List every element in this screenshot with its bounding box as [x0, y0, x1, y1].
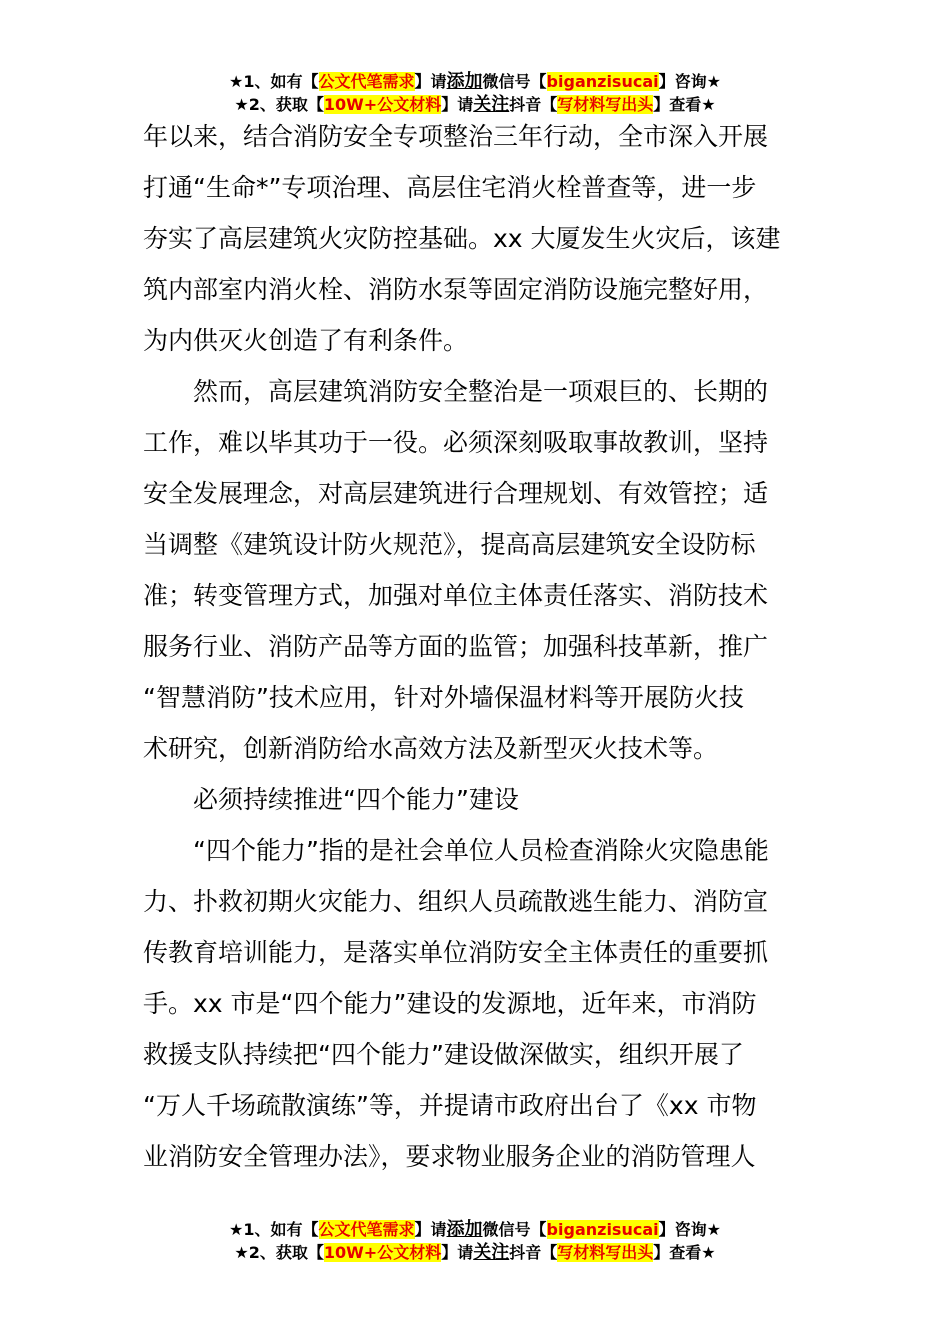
body-line: 术研究，创新消防给水高效方法及新型灭火技术等。 — [143, 734, 719, 763]
body-line: “智慧消防”技术应用，针对外墙保温材料等开展防火技 — [143, 683, 744, 712]
body-line: 业消防安全管理办法》，要求物业服务企业的消防管理人 — [143, 1142, 756, 1171]
header-banner — [0, 70, 950, 116]
banner-line-1 — [0, 70, 950, 93]
banner-text: 抖音【 — [509, 95, 558, 114]
paragraph-start-line: 然而，高层建筑消防安全整治是一项艰巨的、长期的 — [193, 377, 769, 406]
body-line: 安全发展理念，对高层建筑进行合理规划、有效管控；适 — [143, 479, 769, 508]
banner-highlight: 10W+公文材料 — [323, 95, 442, 114]
body-line: 救援支队持续把“四个能力”建设做深做实，组织开展了 — [143, 1040, 744, 1069]
banner-underline: 关注 — [473, 1242, 510, 1263]
banner-underline: 添加 — [446, 1219, 483, 1240]
body-line: 夯实了高层建筑火灾防控基础。xx 大厦发生火灾后，该建 — [143, 224, 781, 253]
body-line: 年以来，结合消防安全专项整治三年行动，全市深入开展 — [143, 122, 769, 151]
banner-text: 抖音【 — [509, 1243, 558, 1262]
paragraph-start-line: “四个能力”指的是社会单位人员检查消除火灾隐患能 — [193, 836, 769, 865]
banner-line-1 — [0, 1218, 950, 1241]
banner-highlight: 公文代笔需求 — [318, 72, 415, 91]
banner-text: 】查看★ — [653, 95, 716, 114]
banner-highlight: 写材料写出头 — [557, 95, 654, 114]
banner-text: 】查看★ — [653, 1243, 716, 1262]
banner-text: 】请 — [441, 95, 474, 114]
banner-text: 】咨询★ — [658, 72, 721, 91]
body-line: 打通“生命*”专项治理、高层住宅消火栓普查等，进一步 — [143, 173, 757, 202]
banner-highlight: 10W+公文材料 — [323, 1243, 442, 1262]
body-line: 筑内部室内消火栓、消防水泵等固定消防设施完整好用， — [143, 275, 769, 304]
banner-text: 微信号【 — [482, 1220, 547, 1239]
document-body — [143, 111, 808, 1182]
banner-text: ★1、如有【 — [229, 72, 319, 91]
body-line: 准；转变管理方式，加强对单位主体责任落实、消防技术 — [143, 581, 769, 610]
banner-text: 】请 — [414, 1220, 447, 1239]
banner-text: ★2、获取【 — [234, 95, 324, 114]
banner-text: ★2、获取【 — [234, 1243, 324, 1262]
banner-highlight: 写材料写出头 — [557, 1243, 654, 1262]
banner-highlight: 公文代笔需求 — [318, 1220, 415, 1239]
banner-highlight: biganzisucai — [546, 1220, 659, 1239]
body-line: 手。xx 市是“四个能力”建设的发源地，近年来，市消防 — [143, 989, 757, 1018]
body-line: 传教育培训能力，是落实单位消防安全主体责任的重要抓 — [143, 938, 769, 967]
banner-text: 】请 — [414, 72, 447, 91]
banner-line-2 — [0, 1241, 950, 1264]
section-heading: 必须持续推进“四个能力”建设 — [193, 785, 519, 814]
banner-text: 微信号【 — [482, 72, 547, 91]
footer-banner — [0, 1218, 950, 1264]
banner-underline: 添加 — [446, 71, 483, 92]
body-line: 服务行业、消防产品等方面的监管；加强科技革新，推广 — [143, 632, 769, 661]
body-line: 为内供灭火创造了有利条件。 — [143, 326, 469, 355]
banner-text: ★1、如有【 — [229, 1220, 319, 1239]
body-line: “万人千场疏散演练”等，并提请市政府出台了《xx 市物 — [143, 1091, 757, 1120]
body-line: 当调整《建筑设计防火规范》，提高高层建筑安全设防标 — [143, 530, 756, 559]
body-line: 工作，难以毕其功于一役。必须深刻吸取事故教训，坚持 — [143, 428, 769, 457]
body-line: 力、扑救初期火灾能力、组织人员疏散逃生能力、消防宣 — [143, 887, 769, 916]
banner-highlight: biganzisucai — [546, 72, 659, 91]
banner-underline: 关注 — [473, 94, 510, 115]
banner-text: 】请 — [441, 1243, 474, 1262]
banner-text: 】咨询★ — [658, 1220, 721, 1239]
